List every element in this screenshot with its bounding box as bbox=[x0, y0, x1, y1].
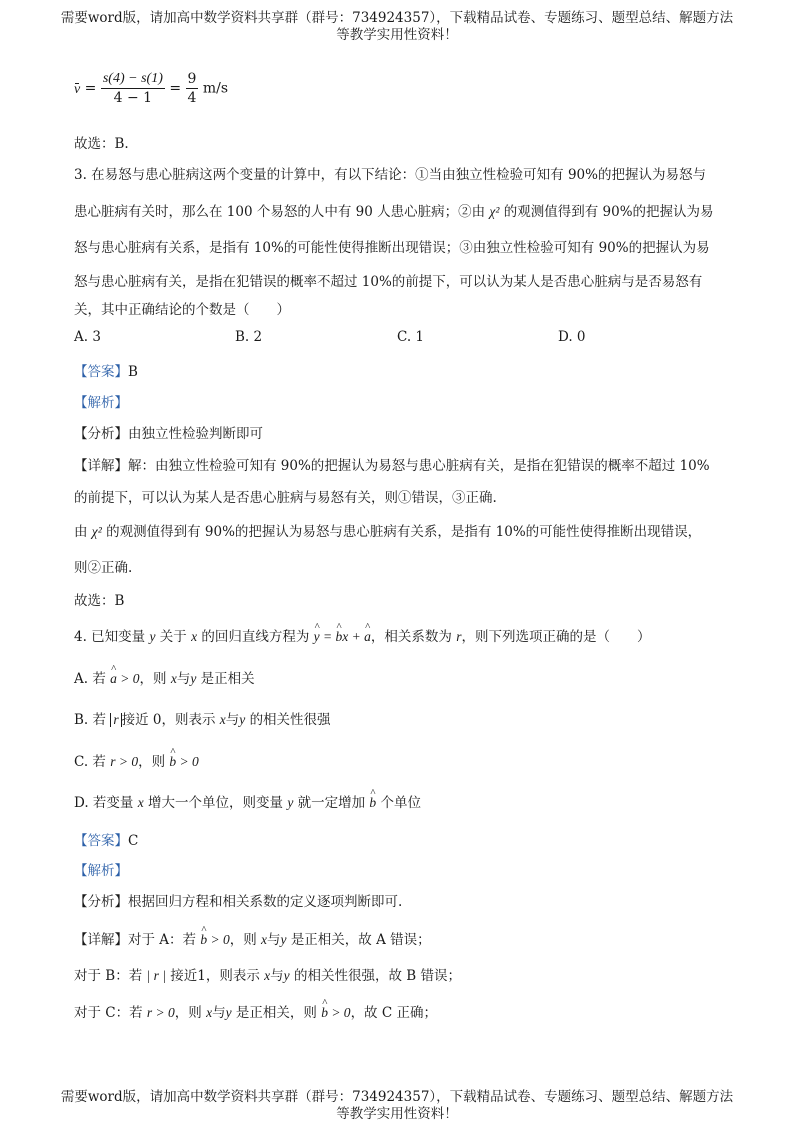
q3-option-b: B. 2 bbox=[235, 329, 263, 345]
header-line-2: 等教学实用性资料！ bbox=[336, 27, 458, 43]
q4-detail-b: 对于 B：若 | r | 接近1，则表示 x与y 的相关性很强，故 B 错误； bbox=[74, 968, 461, 984]
q3-detail-line-3: 由 χ² 的观测值得到有 90%的把握认为易怒与患心脏病有关系，是指有 10%的可能性使得推断出现错误， bbox=[74, 524, 702, 540]
q3-conclusion: 故选：B bbox=[74, 593, 125, 609]
q3-option-d: D. 0 bbox=[558, 329, 586, 345]
q3-detail-line-1: 【详解】解：由独立性检验可知有 90%的把握认为易怒与患心脏病有关，是指在犯错误的概率不超过 10% bbox=[74, 458, 710, 474]
formula-result: $\frac{9}{4}$ bbox=[187, 71, 197, 106]
q4-analysis-tag: 【解析】 bbox=[74, 863, 128, 879]
page-header bbox=[0, 10, 794, 44]
q3-stem-line-3: 怒与患心脏病有关系，是指有 10%的可能性使得推断出现错误；③由独立性检验可知有 90%的把握认为易 bbox=[74, 240, 710, 256]
q4-option-a: A. 若 ^ a > 0，则 x与y 是正相关 bbox=[74, 667, 255, 687]
q4-stem: 4. 已知变量 y 关于 x 的回归直线方程为 ^ y = ^ bx + ^ a，相关系数为 r，则下列选项正确的是（ ） bbox=[74, 625, 650, 645]
q3-answer: 【答案】B bbox=[74, 364, 138, 380]
q4-detail-c: 对于 C：若 r > 0，则 x与y 是正相关，则 ^ b > 0，故 C 正确； bbox=[74, 1001, 437, 1021]
answer-tag: 【答案】 bbox=[74, 833, 128, 849]
footer-line-1: 需要word版，请加高中数学资料共享群（群号：734924357），下载精品试卷、专题练习、题型总结、解题方法 bbox=[60, 1089, 734, 1105]
q3-analysis-tag: 【解析】 bbox=[74, 395, 128, 411]
formula-unit: m/s bbox=[202, 80, 229, 97]
q4-answer: 【答案】C bbox=[74, 833, 139, 849]
q3-stem-line-2: 患心脏病有关时，那么在 100 个易怒的人中有 90 人患心脏病；②由 χ² 的观测值得到有 90%的把握认为易 bbox=[74, 204, 714, 220]
formula-fraction: $\frac{s(4) - s(1)}{4 - 1}$ bbox=[102, 71, 163, 106]
q4-option-b: B. 若 r 接近 0，则表示 x与y 的相关性很强 bbox=[74, 712, 331, 728]
q3-option-c: C. 1 bbox=[397, 329, 425, 345]
q3-option-a: A. 3 bbox=[74, 329, 101, 345]
q4-option-c: C. 若 r > 0，则 ^ b > 0 bbox=[74, 750, 199, 770]
q4-analysis: 【分析】根据回归方程和相关系数的定义逐项判断即可. bbox=[74, 894, 403, 910]
regression-equation: ^ y = ^ bx + ^ a bbox=[314, 629, 371, 644]
formula-lhs: v bbox=[74, 81, 81, 97]
page-footer bbox=[0, 1089, 794, 1123]
q3-detail-line-2: 的前提下，可以认为某人是否患心脏病与易怒有关，则①错误，③正确. bbox=[74, 490, 497, 506]
q3-detail-line-4: 则②正确. bbox=[74, 560, 133, 576]
q4-option-d: D. 若变量 x 增大一个单位，则变量 y 就一定增加 ^ b 个单位 bbox=[74, 791, 421, 811]
q3-stem-line-5: 关，其中正确结论的个数是（ ） bbox=[74, 302, 290, 318]
average-velocity-formula: v = $\frac{s(4) - s(1)}{4 - 1}$ = $\frac{9}{4}$ m/s bbox=[74, 71, 229, 106]
q2-conclusion: 故选：B. bbox=[74, 136, 129, 152]
chi-square-symbol: χ² bbox=[91, 524, 102, 539]
q3-stem-line-4: 怒与患心脏病有关，是指在犯错误的概率不超过 10%的前提下，可以认为某人是否患心脏病与是否易怒有 bbox=[74, 274, 703, 290]
footer-line-2: 等教学实用性资料！ bbox=[336, 1106, 458, 1122]
q3-analysis: 【分析】由独立性检验判断即可 bbox=[74, 426, 263, 442]
chi-square-symbol: χ² bbox=[489, 204, 500, 219]
q4-detail-a: 【详解】对于 A：若 ^ b > 0，则 x与y 是正相关，故 A 错误； bbox=[74, 928, 431, 948]
header-line-1: 需要word版，请加高中数学资料共享群（群号：734924357），下载精品试卷、专题练习、题型总结、解题方法 bbox=[60, 10, 734, 26]
q3-stem-line-1: 3. 在易怒与患心脏病这两个变量的计算中，有以下结论：①当由独立性检验可知有 90%的把握认为易怒与 bbox=[74, 167, 706, 183]
answer-tag: 【答案】 bbox=[74, 364, 128, 380]
